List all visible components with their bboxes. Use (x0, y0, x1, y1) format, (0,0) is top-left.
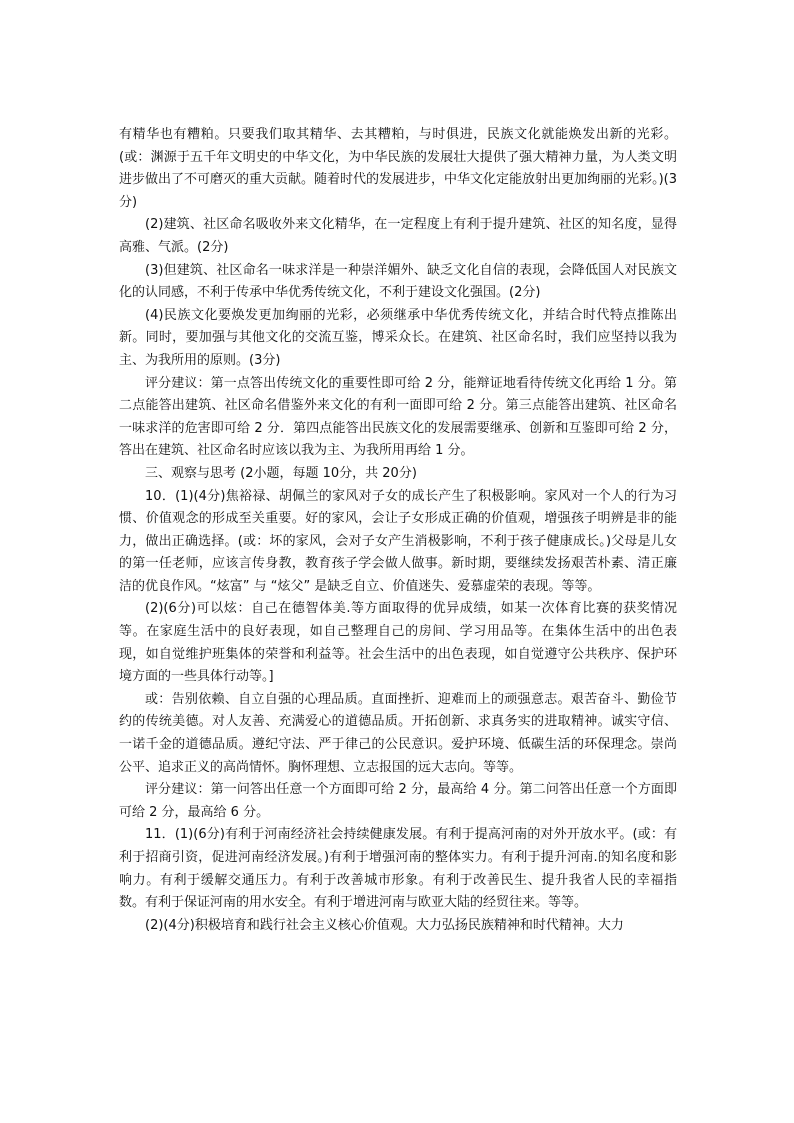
paragraph-answer-3: (3)但建筑、社区命名一味求洋是一种崇洋媚外、缺乏文化自信的表现，会降低国人对民族文化的认同感，不利于传承中华优秀传统文化，不利于建设文化强国。(2分) (119, 262, 677, 301)
paragraph-answer-2: (2)建筑、社区命名吸收外来文化精华，在一定程度上有利于提升建筑、社区的知名度，显得高雅、气派。(2分) (119, 217, 677, 255)
paragraph-scoring-note-10: 评分建议：第一问答出任意一个方面即可给 2 分，最高给 4 分。第二问答出任意一个方面即可给 2 分，最高给 6 分。 (119, 782, 677, 820)
paragraph-question-10-alternative: 或：告别依赖、自立自强的心理品质。直面挫折、迎难而上的顽强意志。艰苦奋斗、勤俭节约的传统美德。对人友善、充满爱心的道德品质。开拓创新、求真务实的进取精神。诚实守信、一诺千金的道德品质。遵纪守法、严于律己的公民意识。爱护环境、低碳生活的环保理念。崇尚公平、追求正义的高尚情怀。胸怀理想、立志报国的远大志向。等等。 (119, 691, 677, 775)
paragraph-question-10-part-2: (2)(6分)可以炫：自己在德智体美.等方面取得的优异成绩，如某一次体育比赛的获奖情况等。在家庭生活中的良好表现，如自己整理自己的房间、学习用品等。在集体生活中的出色表现，如自觉维护班集体的荣誉和利益等。社会生活中的出色表现，如自觉遵守公共秩序、保护环境方面的一些具体行动等。] (119, 601, 677, 685)
section-heading-observation: 三、观察与思考 (2小题，每题 10分，共 20分) (145, 465, 417, 481)
paragraph-question-11-part-1: 11．(1)(6分)有利于河南经济社会持续健康发展。有利于提高河南的对外开放水平。(或：有利于招商引资，促进河南经济发展。)有利于增强河南的整体实力。有利于提升河南.的知名度和影响力。有利于缓解交通压力。有利于改善城市形象。有利于改善民生、提升我省人民的幸福指数。有利于保证河南的用水安全。有利于增进河南与欧亚大陆的经贸往来。等等。 (119, 827, 677, 911)
paragraph-answer-4: (4)民族文化要焕发更加绚丽的光彩，必须继承中华优秀传统文化，并结合时代特点推陈出新。同时，要加强与其他文化的交流互鉴，博采众长。在建筑、社区命名时，我们应坚持以我为主、为我所用的原则。(3分) (119, 307, 677, 368)
paragraph-cultural-essence: 有精华也有糟粕。只要我们取其精华、去其糟粕，与时俱进，民族文化就能焕发出新的光彩。(或：渊源于五千年文明史的中华文化，为中华民族的发展壮大提供了强大精神力量，为人类文明进步做出了不可磨灭的重大贡献。随着时代的发展进步，中华文化定能放射出更加绚丽的光彩。)(3分) (119, 127, 677, 210)
paragraph-question-11-part-2: (2)(4分)积极培育和践行社会主义核心价值观。大力弘扬民族精神和时代精神。大力 (145, 917, 624, 933)
answer-key-body (119, 124, 677, 937)
paragraph-question-10-part-1: 10．(1)(4分)焦裕禄、胡佩兰的家风对子女的成长产生了积极影响。家风对一个人的行为习惯、价值观念的形成至关重要。好的家风，会让子女形成正确的价值观，增强孩子明辨是非的能力，做出正确选择。(或：坏的家风，会对子女产生消极影响，不利于孩子健康成长。)父母是儿女的第一任老师，应该言传身教，教育孩子学会做人做事。新时期，要继续发扬艰苦朴素、清正廉洁的优良作风。“炫富” 与 “炫父” 是缺乏自立、价值迷失、爱慕虚荣的表现。等等。 (119, 488, 677, 594)
paragraph-scoring-note-9: 评分建议：第一点答出传统文化的重要性即可给 2 分，能辩证地看待传统文化再给 1 分。第二点能答出建筑、社区命名借鉴外来文化的有利一面即可给 2 分。第三点能答出建筑、社区命名一味求洋的危害即可给 2 分．第四点能答出民族文化的发展需要继承、创新和互鉴即可给 2 分，答出在建筑、社区命名时应该以我为主、为我所用再给 1 分。 (119, 375, 677, 459)
